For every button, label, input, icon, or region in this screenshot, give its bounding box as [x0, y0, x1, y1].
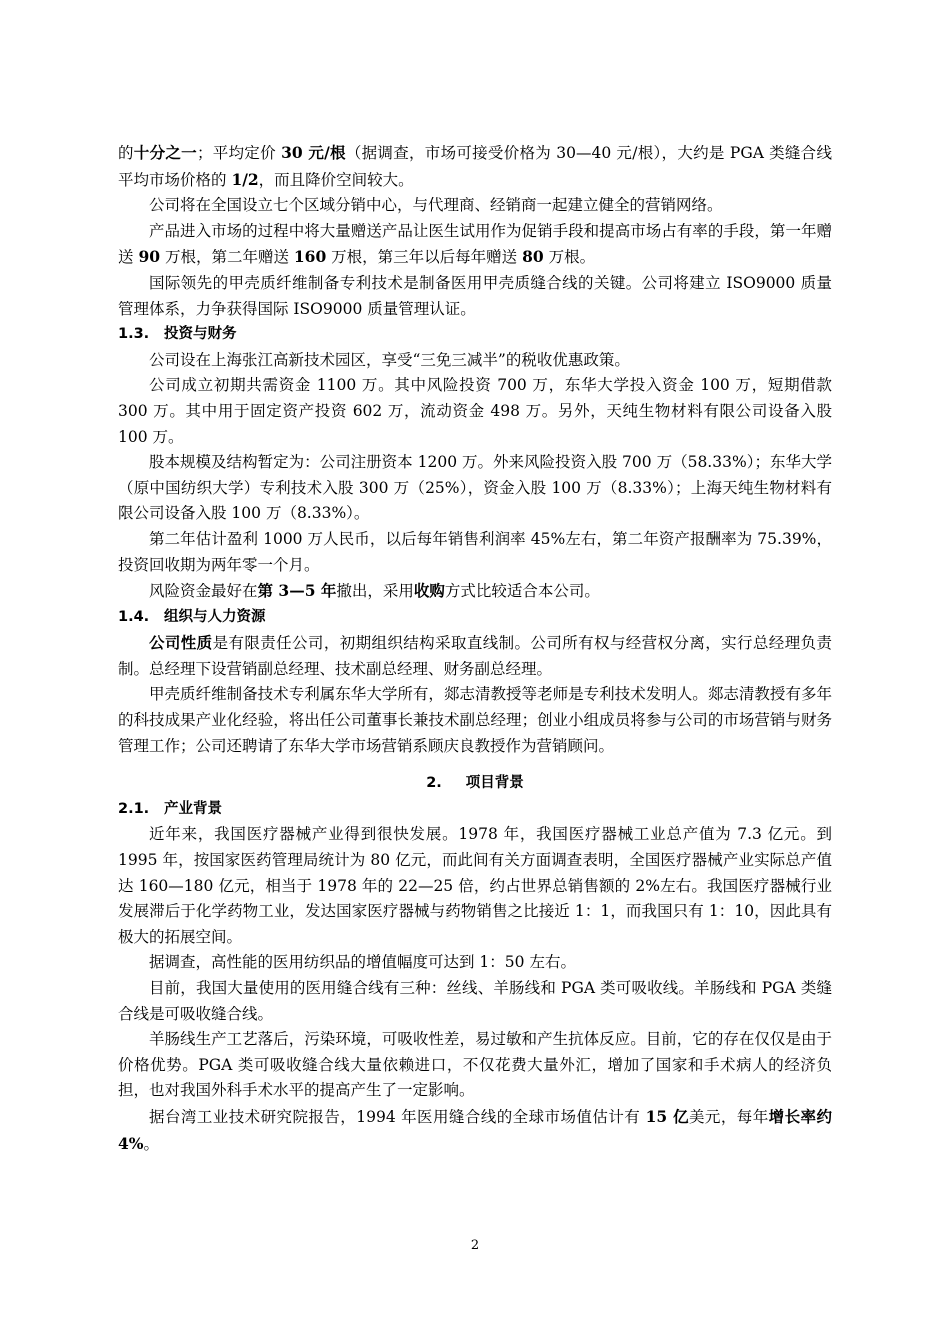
chapter-heading-2: 2. 项目背景 — [426, 775, 524, 792]
section-heading-2-1: 2.1. 产业背景 — [118, 800, 222, 817]
paragraph-distribution: 公司将在全国设立七个区域分销中心，与代理商、经销商一起建立健全的营销网络。 — [149, 196, 723, 215]
paragraph-pricing: 的十分之一；平均定价 30 元/根（据调查，市场可接受价格为 30—40 元/根），大约是 PGA 类缝合线平均市场价格的 1/2，而且降价空间较大。 — [118, 143, 832, 189]
page-number: 2 — [470, 1238, 480, 1253]
paragraph-company-nature: 公司性质是有限责任公司，初期组织结构采取直线制。公司所有权与经营权分离，实行总经理负责制。总经理下设营销副总经理、技术副总经理、财务副总经理。 — [118, 633, 832, 678]
section-heading-1-4: 1.4. 组织与人力资源 — [118, 608, 266, 625]
paragraph-team: 甲壳质纤维制备技术专利属东华大学所有，郯志清教授等老师是专利技术发明人。郯志清教授有多年的科技成果产业化经验，将出任公司董事长兼技术副总经理；创业小组成员将参与公司的市场营销与财务管理工作；公司还聘请了东华大学市场营销系顾庆良教授作为营销顾问。 — [118, 685, 832, 755]
paragraph-suture-types: 目前，我国大量使用的医用缝合线有三种：丝线、羊肠线和 PGA 类可吸收线。羊肠线和 PGA 类缝合线是可吸收缝合线。 — [118, 979, 832, 1023]
paragraph-funding: 公司成立初期共需资金 1100 万。其中风险投资 700 万，东华大学投入资金 100 万，短期借款 300 万。其中用于固定资产投资 602 万，流动资金 498 万。另外，天纯生物材料有限公司设备入股 100 万。 — [118, 376, 832, 446]
paragraph-promotion: 产品进入市场的过程中将大量赠送产品让医生试用作为促销手段和提高市场占有率的手段，第一年赠送 90 万根，第二年赠送 160 万根，第三年以后每年赠送 80 万根。 — [118, 221, 832, 267]
paragraph-market-value: 据台湾工业技术研究院报告，1994 年医用缝合线的全球市场值估计有 15 亿美元，每年增长率约 4%。 — [118, 1106, 832, 1153]
paragraph-catgut: 羊肠线生产工艺落后，污染环境，可吸收性差，易过敏和产生抗体反应。目前，它的存在仅仅是由于价格优势。PGA 类可吸收缝合线大量依赖进口，不仅花费大量外汇，增加了国家和手术病人的经济负担，也对我国外科手术水平的提高产生了一定影响。 — [118, 1030, 832, 1100]
paragraph-quality: 国际领先的甲壳质纤维制备专利技术是制备医用甲壳质缝合线的关键。公司将建立 ISO9000 质量管理体系，力争获得国际 ISO9000 质量管理认证。 — [118, 273, 832, 318]
paragraph-value-added: 据调查，高性能的医用纺织品的增值幅度可达到 1：50 左右。 — [149, 953, 576, 972]
paragraph-exit: 风险资金最好在第 3—5 年撤出，采用收购方式比较适合本公司。 — [149, 581, 600, 601]
section-heading-1-3: 1.3. 投资与财务 — [118, 326, 237, 343]
paragraph-location: 公司设在上海张江高新技术园区，享受“三免三减半”的税收优惠政策。 — [149, 350, 630, 369]
document-page — [118, 140, 832, 1157]
paragraph-industry: 近年来，我国医疗器械产业得到很快发展。1978 年，我国医疗器械工业总产值为 7.3 亿元。到 1995 年，按国家医药管理局统计为 80 亿元，而此间有关方面调查表明，全国医疗器械产业实际总产值达 160—180 亿元，相当于 1978 年的 22—25 倍，约占世界总销售额的 2%左右。我国医疗器械行业发展滞后于化学药物工业，发达国家医疗器械与药物销售之比接近 1：1，而我国只有 1：10，因此具有极大的拓展空间。 — [118, 825, 832, 946]
paragraph-profit: 第二年估计盈利 1000 万人民币，以后每年销售利润率 45%左右，第二年资产报酬率为 75.39%，投资回收期为两年零一个月。 — [118, 529, 832, 574]
paragraph-equity: 股本规模及结构暂定为：公司注册资本 1200 万。外来风险投资入股 700 万（58.33%）；东华大学（原中国纺织大学）专利技术入股 300 万（25%），资金入股 100 万（8.33%）；上海天纯生物材料有限公司设备入股 100 万（8.33%）。 — [118, 453, 832, 523]
